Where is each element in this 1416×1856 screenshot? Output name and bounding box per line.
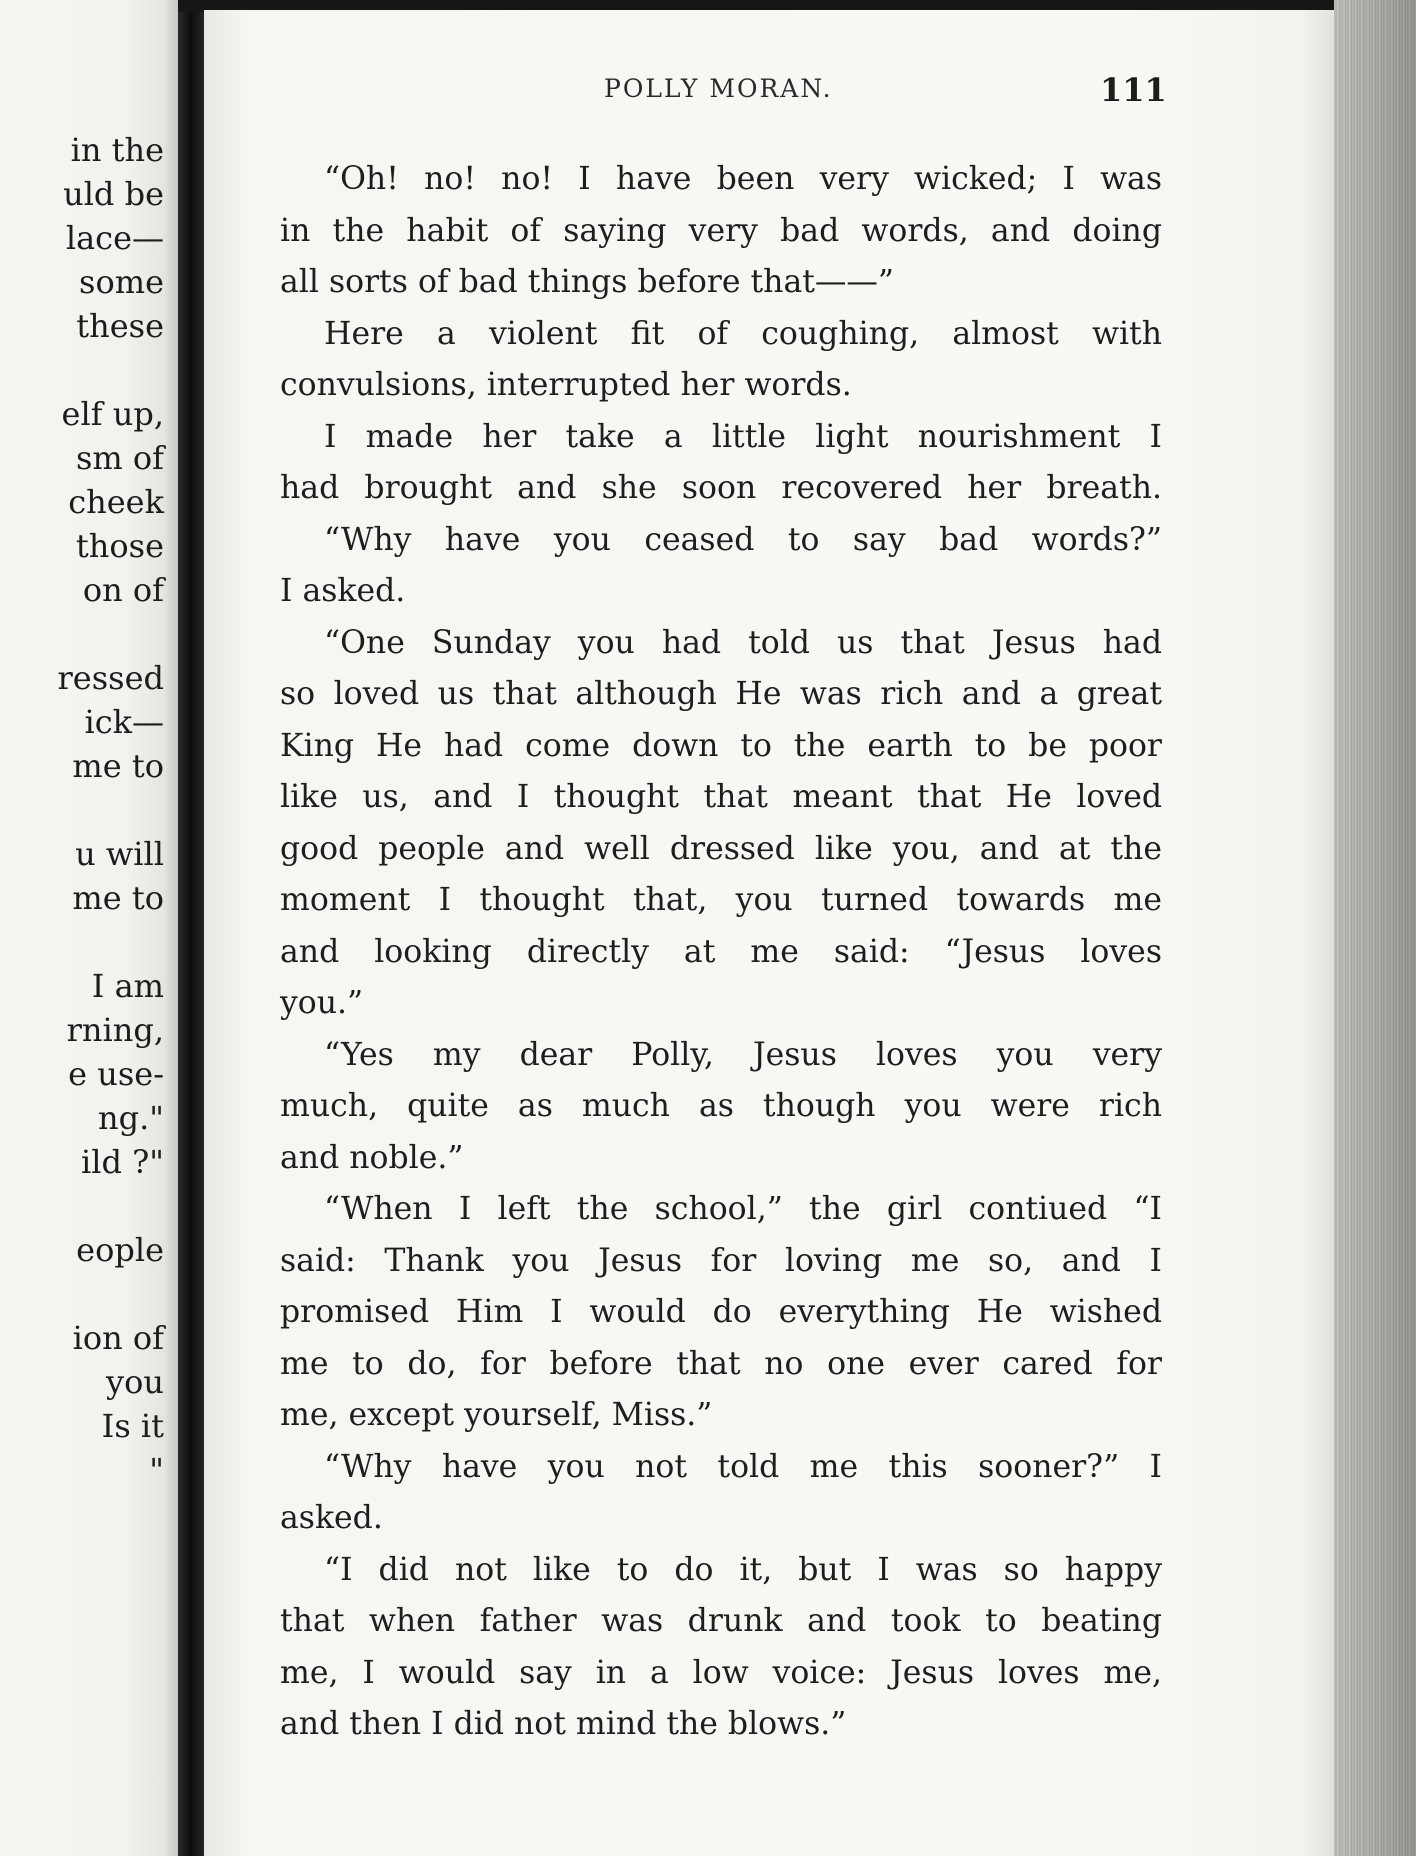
previous-page-fragment: me to	[72, 879, 164, 917]
previous-page-fragment: "	[149, 1451, 164, 1489]
text-line: me, except yourself, Miss.”	[280, 1397, 713, 1433]
text-line: you.”	[280, 985, 364, 1021]
text-line: “When I left the school,” the girl contiued “I	[324, 1191, 1162, 1227]
text-line: promised Him I would do everything He wished	[280, 1294, 1162, 1330]
previous-page-fragment: me to	[72, 747, 164, 785]
previous-page-fragment: you	[106, 1363, 164, 1401]
previous-page-fragment: rning,	[66, 1011, 164, 1049]
previous-page-fragment: I am	[91, 967, 164, 1005]
text-line: I made her take a little light nourishment I	[324, 418, 1162, 455]
text-line: “Oh! no! no! I have been very wicked; I was	[324, 161, 1162, 197]
text-line: I asked.	[280, 573, 406, 609]
text-line: in the habit of saying very bad words, and doing	[280, 212, 1162, 249]
previous-page-fragment: ick—	[84, 703, 164, 741]
text-line: like us, and I thought that meant that He loved	[280, 779, 1162, 815]
previous-page-fragment: e use-	[68, 1055, 164, 1093]
text-line: Here a violent fit of coughing, almost with	[324, 315, 1162, 352]
previous-page-fragment: ild ?"	[81, 1143, 164, 1181]
text-line: “Why have you ceased to say bad words?”	[324, 521, 1162, 558]
previous-page-fragment: these	[76, 307, 164, 345]
previous-page-fragment: lace—	[65, 219, 164, 257]
text-line: “Yes my dear Polly, Jesus loves you very	[324, 1036, 1162, 1073]
previous-page-fragment: u will	[75, 835, 164, 873]
page-body-text	[280, 154, 1162, 1751]
text-line: much, quite as much as though you were rich	[280, 1088, 1162, 1124]
previous-page-fragment: elf up,	[61, 395, 164, 433]
page-number: 111	[1100, 71, 1167, 109]
text-line: “One Sunday you had told us that Jesus had	[324, 624, 1162, 661]
text-line: and then I did not mind the blows.”	[280, 1706, 847, 1742]
text-line: convulsions, interrupted her words.	[280, 367, 852, 403]
previous-page-fragment: ion of	[72, 1319, 164, 1357]
text-line: me, I would say in a low voice: Jesus loves me,	[280, 1654, 1162, 1691]
text-line: so loved us that although He was rich and a great	[280, 676, 1162, 712]
previous-page-fragment: Is it	[101, 1407, 164, 1445]
previous-page-fragment: ressed	[57, 659, 164, 697]
previous-page	[0, 0, 178, 1856]
text-line: “Why have you not told me this sooner?” I	[324, 1448, 1162, 1485]
previous-page-fragment: on of	[82, 571, 164, 609]
text-line: and noble.”	[280, 1139, 464, 1176]
text-line: had brought and she soon recovered her breath.	[280, 470, 1162, 506]
text-line: King He had come down to the earth to be poor	[280, 727, 1162, 764]
text-line: “I did not like to do it, but I was so happy	[324, 1551, 1162, 1588]
previous-page-fragment: ng."	[98, 1099, 164, 1137]
text-line: good people and well dressed like you, and at the	[280, 830, 1162, 867]
text-line: asked.	[280, 1500, 383, 1536]
text-line: said: Thank you Jesus for loving me so, and I	[280, 1242, 1162, 1279]
text-line: all sorts of bad things before that——”	[280, 264, 895, 300]
running-head: POLLY MORAN.	[604, 74, 833, 103]
text-line: and looking directly at me said: “Jesus loves	[280, 933, 1162, 970]
previous-page-fragment: sm of	[75, 439, 164, 477]
text-line: moment I thought that, you turned towards me	[280, 882, 1162, 918]
previous-page-fragment: eople	[76, 1231, 164, 1269]
text-line: me to do, for before that no one ever cared for	[280, 1345, 1162, 1382]
previous-page-fragment: those	[75, 527, 164, 565]
previous-page-fragment: in the	[70, 131, 164, 169]
page-edges	[1334, 0, 1416, 1856]
text-line: that when father was drunk and took to beating	[280, 1603, 1162, 1639]
previous-page-fragment: cheek	[68, 483, 164, 521]
previous-page-fragment: uld be	[63, 175, 164, 213]
book-gutter	[178, 0, 204, 1856]
previous-page-fragment: some	[79, 263, 164, 301]
